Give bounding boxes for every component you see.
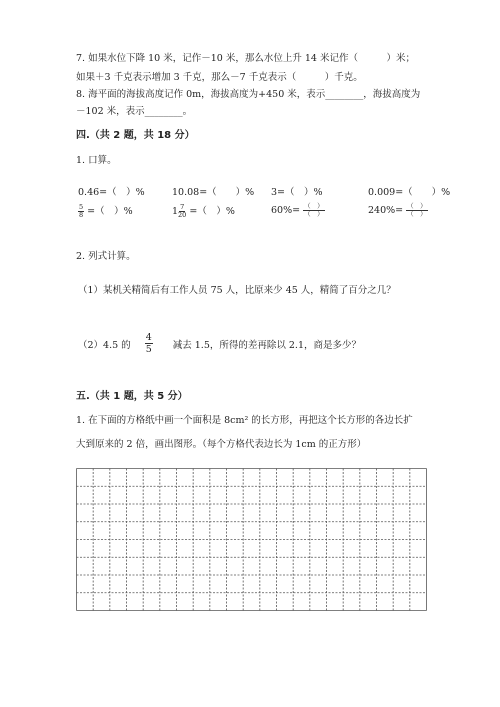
section4-q2-1: （1）某机关精简后有工作人员 75 人，比原来少 45 人，精简了百分之几？ [78,285,396,296]
q7-line1: 7. 如果水位下降 10 米，记作－10 米，那么水位上升 14 米记作（ ）米； [76,53,415,64]
section5-line1: 1. 在下面的方格纸中画一个面积是 8cm² 的长方形，再把这个长方形的各边长扩 [76,415,413,426]
mental-math-4: 0.009=（ ）% [368,187,451,198]
fraction: $\frac{( )}{( )}$ [407,202,427,218]
section4-q2-title: 2. 列式计算。 [76,251,136,262]
section4-q1-title: 1. 口算。 [76,155,117,166]
fraction: $\frac{5}{8}$ [79,203,84,219]
mental-math-1: 0.46=（ ）% [78,187,145,198]
mental-math-2: 10.08=（ ）% [172,187,255,198]
fraction: $\frac{4}{5}$ [145,332,152,355]
q8-line2: －102 米，表示________。 [76,106,193,117]
q7-line2: 如果＋3 千克表示增加 3 千克，那么－7 千克表示（ ）千克。 [76,72,363,83]
section5-line2: 大到原来的 2 倍，画出图形。（每个方格代表边长为 1cm 的正方形） [76,439,367,450]
mental-math-5: $\frac{5}{8}$ =（ ）% [79,203,133,219]
section4-q2-2: （2）4.5 的 $\frac{4}{5}$ 减去 1.5，所得的差再除以 2.1，商是多少？ [78,332,361,355]
section4-title: 四.（共 2 题，共 18 分） [76,130,195,141]
q8-line1: 8. 海平面的海拔高度记作 0m，海拔高度为+450 米，表示________，海拔高度为 [76,89,421,100]
grid-paper[interactable] [76,468,427,612]
mental-math-8: 240%= $\frac{( )}{( )}$ [368,202,427,218]
mental-math-7: 60%= $\frac{( )}{( )}$ [271,202,324,218]
mental-math-3: 3=（ ）% [271,187,323,198]
fraction: $\frac{( )}{( )}$ [304,202,324,218]
section5-title: 五.（共 1 题，共 5 分） [76,391,188,402]
fraction: $\frac{7}{20}$ [178,203,187,219]
mental-math-6: 1 $\frac{7}{20}$ =（ ）% [172,203,235,219]
